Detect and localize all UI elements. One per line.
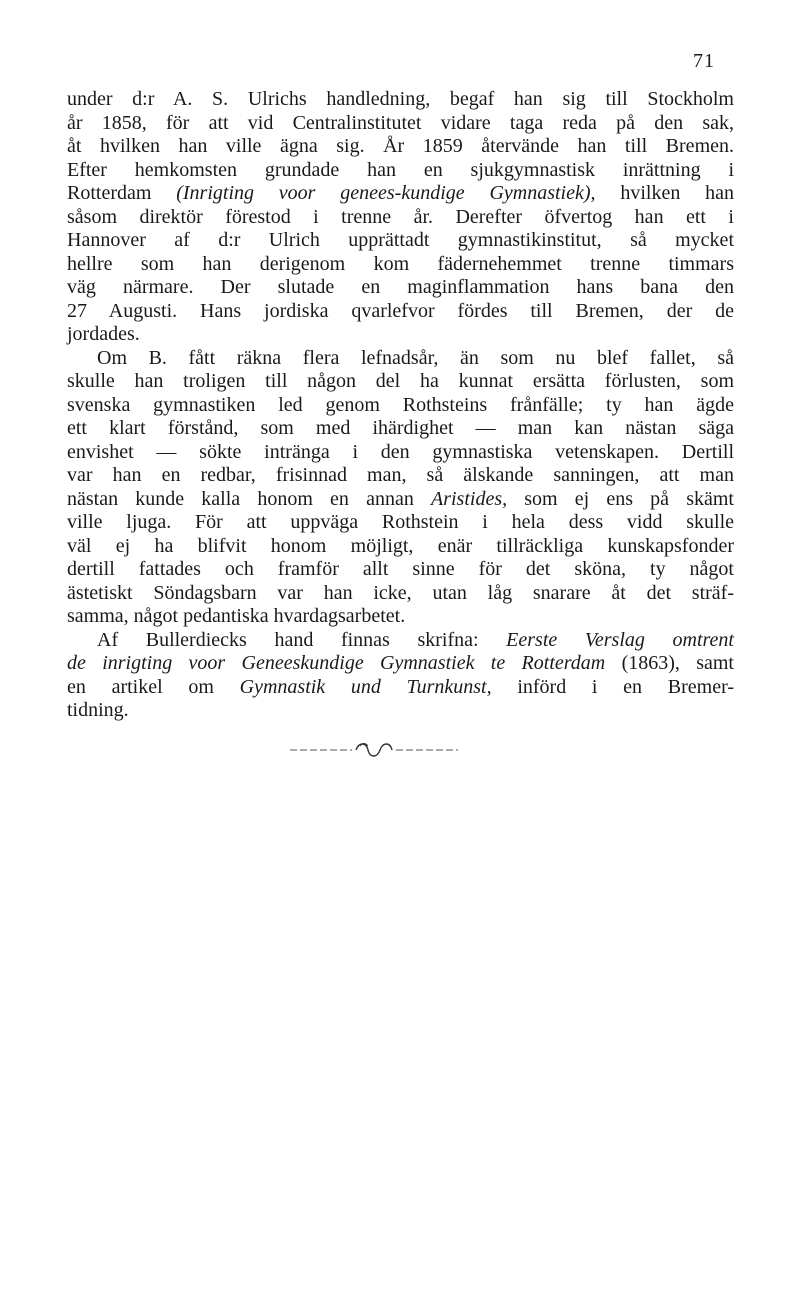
text-segment: (1863), samt [605,652,734,674]
text-line [67,347,734,371]
text-line [67,699,734,723]
text-line [67,112,734,136]
text-segment: Rotterdam [67,182,177,204]
text-segment: hvilken han [595,182,734,204]
text-line [67,370,734,394]
text-line [67,605,734,629]
text-line [67,159,734,183]
text-line [67,535,734,559]
body-text [67,88,734,723]
text-line [67,253,734,277]
italic-text: de inrigting voor Geneeskundige Gymnastiek te Rotterdam [67,652,606,674]
text-line [67,511,734,535]
text-line [67,558,734,582]
text-line [67,652,734,676]
text-line [67,417,734,441]
end-ornament [290,738,460,762]
text-segment: samma, något pedantiska hvardagsarbetet. [67,605,406,627]
text-segment: envishet — sökte intränga i den gymnastiska vetenskapen. Dertill [67,440,734,463]
text-segment: en artikel om [67,675,240,698]
text-segment: skulle han troligen till någon del ha kunnat ersätta förlusten, som [67,370,734,392]
text-segment: Hannover af d:r Ulrich upprättadt gymnastikinstitut, så mycket [67,229,734,251]
text-line [67,88,734,112]
text-segment: svenska gymnastiken led genom Rothsteins frånfälle; ty han ägde [67,393,734,416]
text-line [67,441,734,465]
text-segment: 27 Augusti. Hans jordiska qvarlefvor fördes till Bremen, der de [67,299,734,322]
text-segment: Efter hemkomsten grundade han en sjukgymnastisk inrättning i [67,158,734,181]
text-segment: under d:r A. S. Ulrichs handledning, begaf han sig till Stockholm [67,88,734,110]
text-line [67,135,734,159]
text-segment: åt hvilken han ville ägna sig. År 1859 återvände han till Bremen. [67,135,734,157]
text-line [67,229,734,253]
text-segment: dertill fattades och framför allt sinne för det sköna, ty något [67,558,734,580]
text-segment: hellre som han derigenom kom fädernehemmet trenne timmars [67,252,734,275]
text-segment: var han en redbar, frisinnad man, så älskande sanningen, att man [67,464,734,486]
italic-text: (Inrigting voor genees-kundige Gymnastiek), [176,182,596,204]
text-line [67,206,734,230]
text-segment: ville ljuga. För att uppväga Rothstein i hela dess vidd skulle [67,511,734,533]
text-line [67,276,734,300]
text-line [67,394,734,418]
italic-text: Gymnastik und Turnkunst, [239,675,492,698]
text-line [67,300,734,324]
italic-text: Aristides, [430,487,508,510]
text-line [67,464,734,488]
text-segment: införd i en Bremer- [491,675,734,698]
text-segment: Om B. fått räkna flera lefnadsår, än som nu blef fallet, så [97,346,734,369]
text-segment: som ej ens på skämt [507,487,734,510]
ornament-icon [290,738,460,762]
text-segment: väl ej ha blifvit honom möjligt, enär tillräckliga kunskapsfonder [67,534,734,557]
text-segment: jordades. [67,323,140,345]
text-segment: väg närmare. Der slutade en maginflammation hans bana den [67,276,734,298]
page-number: 71 [693,50,715,72]
text-segment: nästan kunde kalla honom en annan [67,487,431,510]
text-line [67,582,734,606]
text-segment: Af Bullerdiecks hand finnas skrifna: [97,628,507,651]
text-segment: ästetiskt Söndagsbarn var han icke, utan låg snarare åt det sträf- [67,581,734,604]
text-segment: tidning. [67,699,129,721]
text-segment: såsom direktör förestod i trenne år. Derefter öfvertog han ett i [67,205,734,228]
text-line [67,488,734,512]
text-line [67,323,734,347]
text-line [67,629,734,653]
text-line [67,182,734,206]
italic-text: Eerste Verslag omtrent [506,628,734,651]
text-segment: år 1858, för att vid Centralinstitutet vidare taga reda på den sak, [67,111,734,134]
text-segment: ett klart förstånd, som med ihärdighet — man kan nästan säga [67,417,734,439]
text-line [67,676,734,700]
